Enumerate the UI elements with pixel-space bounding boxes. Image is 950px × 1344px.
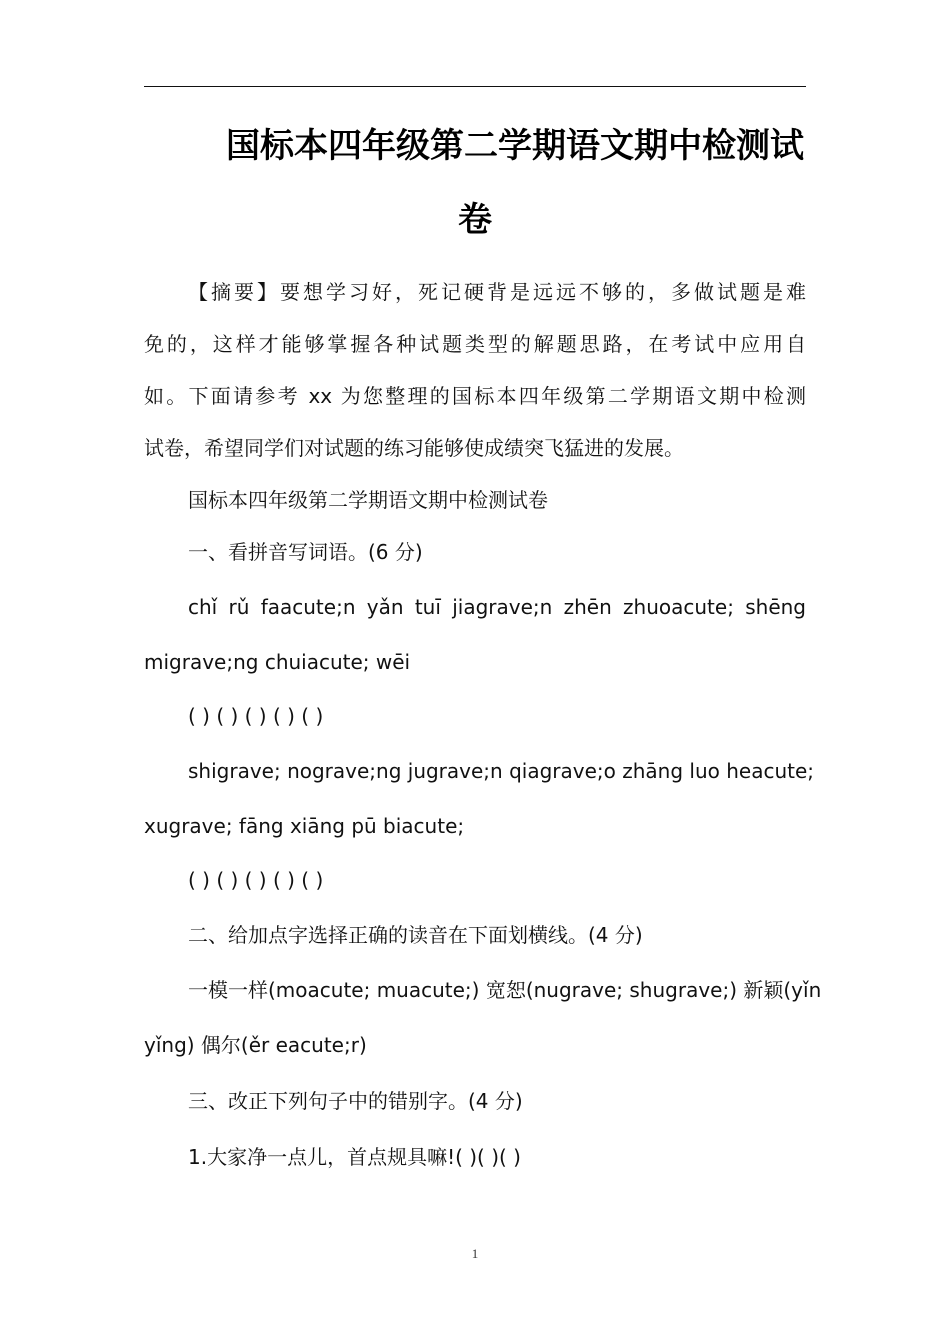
summary-line: 【摘要】要想学习好，死记硬背是远远不够的，多做试题是难: [188, 280, 806, 304]
pinyin-line: shigrave; nograve;ng jugrave;n qiagrave;o zhāng luo heacute;: [188, 759, 815, 783]
page-title-continued: 卷: [458, 200, 492, 240]
section-heading: 一、看拼音写词语。(6 分): [188, 540, 423, 564]
summary-line: 如。下面请参考 xx 为您整理的国标本四年级第二学期语文期中检测: [144, 384, 806, 408]
pinyin-line: migrave;ng chuiacute; wēi: [144, 650, 411, 674]
summary-line: 免的，这样才能够掌握各种试题类型的解题思路，在考试中应用自: [144, 332, 806, 356]
answer-blanks: ( ) ( ) ( ) ( ) ( ): [188, 704, 324, 728]
pinyin-line: chǐ rǔ faacute;n yǎn tuī jiagrave;n zhēn zhuoacute; shēng: [188, 595, 806, 619]
subtitle: 国标本四年级第二学期语文期中检测试卷: [188, 488, 548, 512]
answer-blanks: ( ) ( ) ( ) ( ) ( ): [188, 868, 324, 892]
section-heading: 三、改正下列句子中的错别字。(4 分): [188, 1089, 523, 1113]
section-heading: 二、给加点字选择正确的读音在下面划横线。(4 分): [188, 923, 643, 947]
page-title: 国标本四年级第二学期语文期中检测试: [226, 126, 804, 166]
page-number: 1: [471, 1246, 479, 1261]
question-line: 1.大家净一点儿，首点规具嘛!( )( )( ): [188, 1145, 521, 1169]
header-rule: [144, 86, 806, 87]
question-line: 一模一样(moacute; muacute;) 宽恕(nugrave; shugrave;) 新颖(yǐn: [188, 978, 822, 1002]
question-line: yǐng) 偶尔(ěr eacute;r): [144, 1033, 367, 1057]
summary-line: 试卷，希望同学们对试题的练习能够使成绩突飞猛进的发展。: [144, 436, 684, 460]
pinyin-line: xugrave; fāng xiāng pū biacute;: [144, 814, 465, 838]
